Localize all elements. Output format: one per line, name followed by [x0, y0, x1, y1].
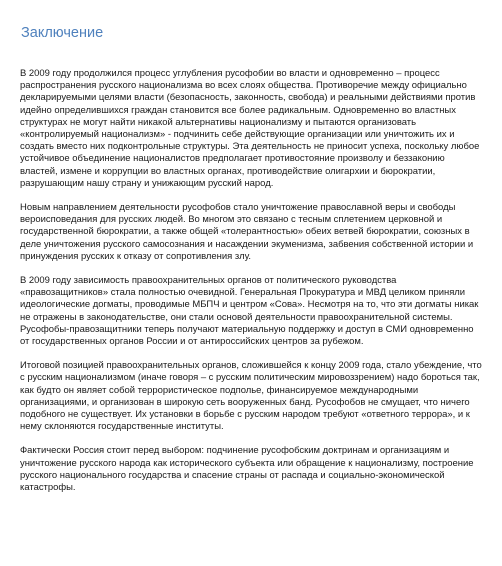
paragraph-4: Итоговой позицией правоохранительных органов, сложившейся к концу 2009 года, стало убеждение, что с русским национализмом (иначе говоря – с русским политическим мировоззрением) надо бороться так, как будто он являет собой террористическое подполье, финансируемое международными организациями, и организован в широкую сеть вооруженных банд. Русофобов не смущает, что ничего подобного не существует. Их установки в борьбе с русским народом требуют «ответного террора», и к нему склоняются государственные институты. [20, 360, 482, 433]
section-title: Заключение [21, 25, 104, 41]
paragraph-1: В 2009 году продолжился процесс углубления русофобии во власти и одновременно – процесс распространения русского национализма во всех слоях общества. Противоречие между официально декларируемыми целями власти (безопасность, законность, свобода) и реальными действиями против идейно определившихся граждан становится все более радикальным. Одновременно во властных структурах не могут найти никакой альтернативы национализму и пытаются организовать «контролируемый национализм» - подчинить себе действующие организации или уничтожить их и создать вместо них подконтрольные структуры. Эта деятельность не приносит успеха, поскольку любое устойчивое объединение националистов предполагает противостояние произволу и беззаконию властей, измене и коррупции во властных органах, противодействие олигархии и бюрократии, разрушающим нашу страну и унижающим русский народ. [20, 68, 480, 189]
paragraph-3: В 2009 году зависимость правоохранительных органов от политического руководства «правозащитников» стала полностью очевидной. Генеральная Прокуратура и МВД целиком приняли идеологические догматы, проводимые МБПЧ и центром «Сова». Несмотря на то, что эти догматы никак не отражены в законодательстве, они стали основой деятельности правоохранительной системы. Русофобы-правозащитники теперь получают материальную поддержку и доступ в СМИ одновременно от государственных органов России и от антироссийских центров за рубежом. [20, 275, 479, 348]
document-body [20, 68, 482, 506]
paragraph-2: Новым направлением деятельности русофобов стало уничтожение православной веры и свободы вероисповедания для русских людей. Во многом это связано с тесным сплетением церковной и государственной бюрократии, а также общей «толерантностью» обеих ветвей бюрократии, союзных в деле уничтожения русского самосознания и насаждении экуменизма, забвения собственной истории и принуждения русских к отказу от сопротивления злу. [20, 202, 474, 262]
paragraph-5: Фактически Россия стоит перед выбором: подчинение русофобским доктринам и организациям и уничтожение русского народа как исторического субъекта или обращение к национализму, построение русского национального государства и спасение страны от распада и социально-экономической катастрофы. [20, 445, 474, 494]
